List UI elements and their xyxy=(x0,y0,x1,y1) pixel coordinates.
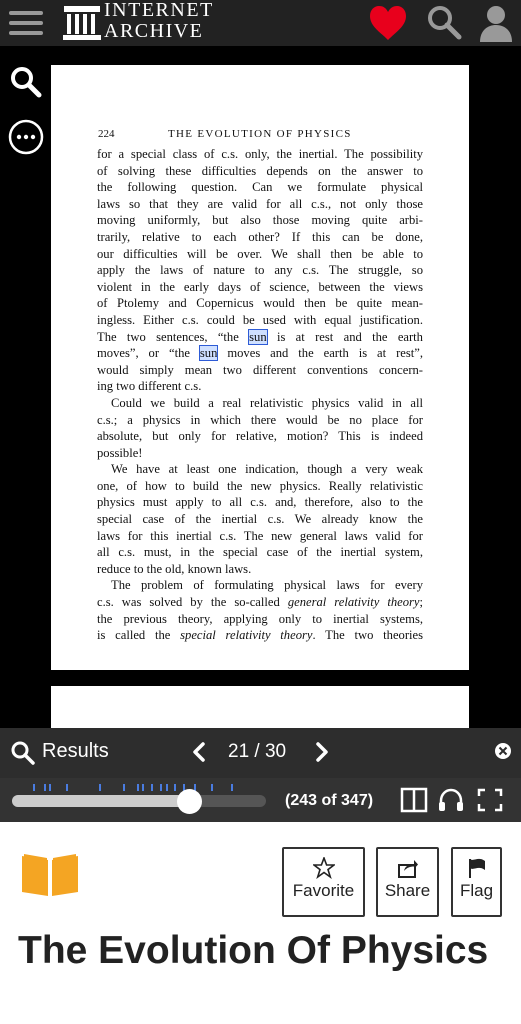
search-icon[interactable] xyxy=(8,64,44,100)
book-icon xyxy=(20,852,80,898)
hamburger-menu-icon[interactable] xyxy=(9,7,43,39)
flag-button[interactable] xyxy=(451,847,502,917)
favorite-button[interactable] xyxy=(282,847,365,917)
share-label: Share xyxy=(384,881,431,900)
total-results: 30 xyxy=(264,741,287,762)
archive-logo-icon[interactable] xyxy=(62,4,102,42)
running-title: THE EVOLUTION OF PHYSICS xyxy=(168,128,352,140)
search-highlight[interactable]: sun xyxy=(199,346,218,361)
page-slider-bar xyxy=(0,778,521,822)
pager-separator: / xyxy=(254,741,260,762)
page-slider-thumb[interactable] xyxy=(177,789,202,814)
star-icon xyxy=(313,857,335,879)
heart-icon[interactable] xyxy=(368,4,408,42)
next-result-button[interactable] xyxy=(313,740,331,764)
top-bar xyxy=(0,0,521,46)
results-button[interactable]: Results xyxy=(42,740,109,762)
book-view-icon[interactable] xyxy=(400,787,428,813)
user-icon[interactable] xyxy=(476,4,516,42)
page-count: (243 of 347) xyxy=(285,792,374,809)
search-icon[interactable] xyxy=(425,4,465,42)
search-highlight[interactable]: sun xyxy=(249,329,267,344)
headphones-icon[interactable] xyxy=(437,787,465,813)
result-pager xyxy=(228,741,286,763)
book-page[interactable] xyxy=(51,65,469,670)
page-number: 224 xyxy=(98,128,115,140)
favorite-label: Favorite xyxy=(292,881,355,900)
next-book-page[interactable] xyxy=(51,686,469,728)
page-slider-track[interactable] xyxy=(12,795,266,807)
fullscreen-icon[interactable] xyxy=(476,787,504,813)
more-icon[interactable] xyxy=(8,119,44,155)
close-search-icon[interactable] xyxy=(494,742,512,760)
flag-icon xyxy=(466,857,488,879)
page-text: for a special class of c.s. only, the inertial. The possibility of solving these difficulties depends on the answer to the following question. Can we formulate physical laws so that they are valid for all c.s., not only those moving uniformly, but also those moving quite arbi- trarily, relative to each other? If this can be done, our difficulties will be over. We shall then be able to apply the laws of nature to any c.s. The struggle, so violent in the early days of science, between the views of Ptolemy and Copernicus would then be quite mean- ingless. Either c.s. could be used with equal justification. The two sentences, “the sun is at rest and the earth moves”, or “the sun moves and the earth is at rest”, would simply mean two different conventions concern- ing two different c.s. Could we build a real relativistic physics valid in all c.s.; a physics in which there would be no place for absolute, but only for relative, motion? This is indeed possible! We have at least one indication, though a very weak one, of how to build the new physics. Really relativistic physics must apply to all c.s. and, therefore, also to the special case of the inertial c.s. We already know the laws for this inertial c.s. The new general laws valid for all c.s. must, in the special case of the inertial system, reduce to the old, known laws. The problem of formulating physical laws for every c.s. was solved by the so-called general relativity theory; the previous theory, applying only to inertial systems, is called the special relativity theory. The two theories xyxy=(97,147,424,643)
item-title: The Evolution Of Physics xyxy=(18,929,489,972)
previous-result-button[interactable] xyxy=(190,740,208,764)
book-reader[interactable] xyxy=(0,46,521,728)
page-slider-fill xyxy=(12,795,190,807)
search-results-bar xyxy=(0,728,521,778)
share-button[interactable] xyxy=(376,847,439,917)
flag-label: Flag xyxy=(459,881,494,900)
current-result: 21 xyxy=(228,741,250,762)
archive-logo-text[interactable]: INTERNET ARCHIVE xyxy=(104,0,214,42)
page-running-header xyxy=(98,128,352,140)
search-icon[interactable] xyxy=(10,740,36,766)
item-details xyxy=(0,822,521,1024)
search-result-markers xyxy=(33,784,273,792)
share-icon xyxy=(397,857,419,879)
